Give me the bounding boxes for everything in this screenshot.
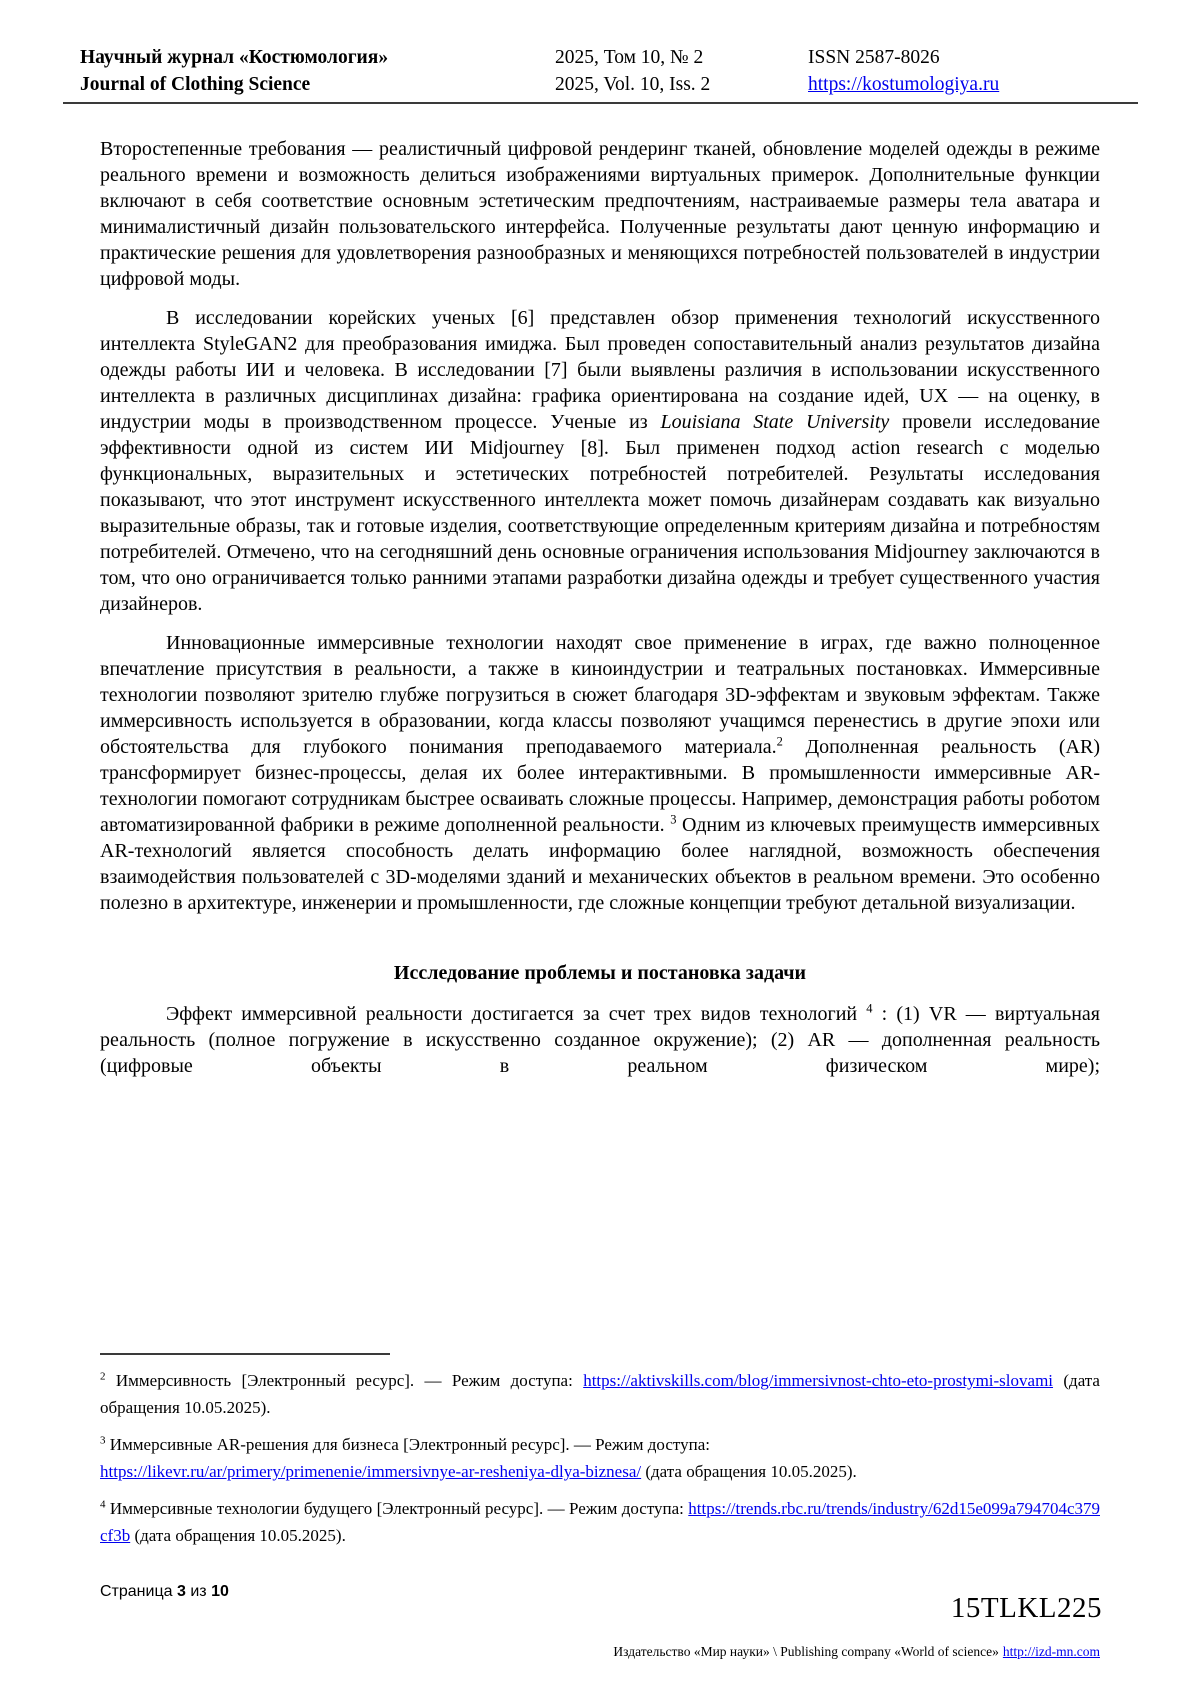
paragraph: Эффект иммерсивной реальности достигается за счет трех видов технологий $^4$ : (1) VR — виртуальная реальность (полное погружение в искусственно созданное окружение); (2) AR — дополненная реальность (цифровые объекты в реальном физическом мире);	[100, 1001, 1100, 1077]
inline-link[interactable]: https://aktivskills.com/blog/immersivnost-chto-eto-prostymi-slovami	[583, 1371, 1054, 1390]
paragraph: В исследовании корейских ученых [6] представлен обзор применения технологий искусственного интеллекта StyleGAN2 для преобразования имиджа. Был проведен сопоставительный анализ результатов дизайна одежды работы ИИ и человека. В исследовании [7] были выявлены различия в использовании искусственного интеллекта в различных дисциплинах дизайна: графика ориентирована на создание идей, UX — на оценку, в индустрии моды в производственном процессе. Ученые из Louisiana State University провели исследование эффективности одной из систем ИИ Midjourney [8]. Был применен подход action research с моделью функциональных, выразительных и эстетических потребностей потребителей. Результаты исследования показывают, что этот инструмент искусственного интеллекта может помочь дизайнерам создавать как визуально выразительные образы, так и готовые изделия, соответствующие определенным критериям дизайна и потребностям потребителей. Отмечено, что на сегодняшний день основные ограничения использования Midjourney заключаются в том, что оно ограничивается только ранними этапами разработки дизайна одежды и требует существенного участия дизайнеров.	[100, 307, 1101, 615]
footnote-marker: 3	[100, 1434, 106, 1447]
footnote-marker: 3	[670, 812, 677, 827]
document-id: 15TLKL225	[950, 1592, 1102, 1624]
page-number	[100, 1583, 229, 1601]
page-total: 10	[211, 1583, 229, 1600]
footnote: $^3$ Иммерсивные AR-решения для бизнеса [Электронный ресурс]. — Режим доступа: https://likevr.ru/ar/primery/primenenie/immersivnye-ar-resheniya-dlya-biznesa/ (дата обращения 10.05.2025).	[100, 1434, 857, 1481]
footnote: $^4$ Иммерсивные технологии будущего [Электронный ресурс]. — Режим доступа: https://trends.rbc.ru/trends/industry/62d15e099a794704c379cf3b (дата обращения 10.05.2025).	[100, 1498, 1100, 1545]
footnote-marker: 2	[776, 734, 783, 749]
publisher-text: Издательство «Мир науки» \ Publishing company «World of science»	[613, 1644, 999, 1659]
footnote-marker: 4	[100, 1498, 106, 1511]
paragraph: Инновационные иммерсивные технологии находят свое применение в играх, где важно полноценное впечатление присутствия в реальности, а также в киноиндустрии и театральных постановках. Иммерсивные технологии позволяют зрителю глубже погрузиться в сюжет благодаря 3D-эффектам и звуковым эффектам. Также иммерсивность используется в образовании, когда классы позволяют учащимся перенестись в другие эпохи или обстоятельства для глубокого понимания преподаваемого материала.$^2$ Дополненная реальность (AR) трансформирует бизнес-процессы, делая их более интерактивными. В промышленности иммерсивные AR-технологии помогают сотрудникам быстрее осваивать сложные процессы. Например, демонстрация работы роботом автоматизированной фабрики в режиме дополненной реальности. $^3$ Одним из ключевых преимуществ иммерсивных AR-технологий является способность делать информацию более наглядной, возможность обеспечения взаимодействия пользователей с 3D-моделями зданий и механических объектов в реальном времени. Это особенно полезно в архитектуре, инженерии и промышленности, где сложные концепции требуют детальной визуализации.	[100, 632, 1100, 914]
journal-header	[80, 44, 1138, 98]
inline-link[interactable]: https://trends.rbc.ru/trends/industry/62d15e099a794704c379cf3b	[100, 1499, 1100, 1545]
article-body	[100, 136, 1100, 1092]
footnote-marker: 2	[100, 1370, 106, 1383]
inline-link[interactable]: https://likevr.ru/ar/primery/primenenie/immersivnye-ar-resheniya-dlya-biznesa/	[100, 1462, 642, 1481]
issue-info-ru: 2025, Том 10, № 2	[555, 47, 704, 68]
publisher-link[interactable]: http://izd-mn.com	[1002, 1644, 1100, 1659]
footnote: $^2$ Иммерсивность [Электронный ресурс]. — Режим доступа: https://aktivskills.com/blog/immersivnost-chto-eto-prostymi-slovami (дата обращения 10.05.2025).	[100, 1370, 1100, 1417]
page-current: 3	[176, 1583, 186, 1600]
footnote-divider	[100, 1353, 390, 1355]
issue-info-en: 2025, Vol. 10, Iss. 2	[555, 74, 711, 95]
journal-title-en: Journal of Clothing Science	[80, 74, 311, 95]
issue-info-block	[555, 44, 808, 98]
publisher-line	[613, 1644, 1100, 1660]
footnote-area	[100, 1353, 1100, 1559]
page-label: Страница	[100, 1583, 173, 1600]
journal-title-block	[80, 44, 555, 98]
journal-title-ru: Научный журнал «Костюмология»	[80, 47, 389, 68]
paragraph: Второстепенные требования — реалистичный цифровой рендеринг тканей, обновление моделей одежды в режиме реального времени и возможность делиться изображениями виртуальных примерок. Дополнительные функции включают в себя соответствие основным эстетическим предпочтениям, настраиваемые размеры тела аватара и минималистичный дизайн пользовательского интерфейса. Полученные результаты дают ценную информацию и практические решения для удовлетворения разнообразных и меняющихся потребностей пользователей в индустрии цифровой моды.	[100, 138, 1100, 290]
footnote-marker: 4	[866, 1001, 873, 1016]
section-heading: Исследование проблемы и постановка задачи	[393, 962, 807, 984]
issn-block	[808, 44, 1138, 98]
page-of-label: из	[190, 1583, 207, 1600]
issn-number: ISSN 2587-8026	[808, 47, 940, 68]
journal-site-link[interactable]: https://kostumologiya.ru	[808, 74, 1000, 95]
header-divider	[63, 102, 1138, 104]
